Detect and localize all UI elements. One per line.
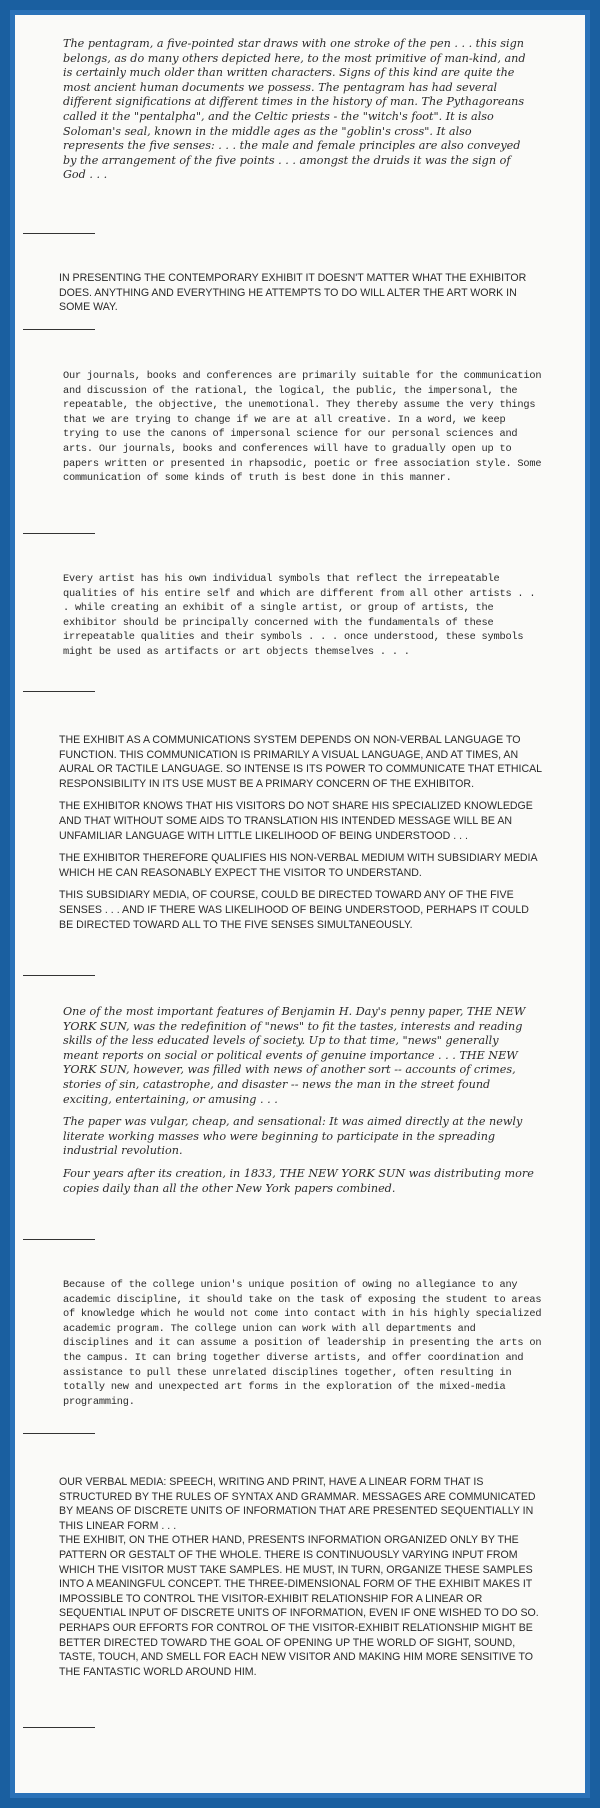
- section-divider: [23, 533, 95, 534]
- section-divider: [23, 329, 95, 330]
- new-york-sun-passage: [15, 1005, 585, 1196]
- paragraph: THE EXHIBIT, ON THE OTHER HAND, PRESENTS INFORMATION ORGANIZED ONLY BY THE PATTERN OR GESTALT OF THE WHOLE. THERE IS CONTINUOUSLY VARYING INPUT FROM WHICH THE VISITOR MUST TAKE SAMPLES. HE MUST, IN TURN, ORGANIZE THESE SAMPLES INTO A MEANINGFUL CONCEPT. THE THREE-DIMENSIONAL FORM OF THE EXHIBIT MAKES IT IMPOSSIBLE TO CONTROL THE VISITOR-EXHIBIT RELATIONSHIP FOR A LINEAR OR SEQUENTIAL INPUT OF DISCRETE UNITS OF INFORMATION, EVEN IF ONE WISHED TO DO SO.: [59, 1534, 539, 1620]
- section-divider: [23, 1239, 95, 1240]
- section-divider: [23, 1433, 95, 1434]
- paragraph: THE EXHIBIT AS A COMMUNICATIONS SYSTEM DEPENDS ON NON-VERBAL LANGUAGE TO FUNCTION. THIS COMMUNICATION IS PRIMARILY A VISUAL LANGUAGE, AND AT TIMES, AN AURAL OR TACTILE LANGUAGE. SO INTENSE IS ITS POWER TO COMMUNICATE THAT ETHICAL RESPONSIBILITY IN ITS USE MUST BE A PRIMARY CONCERN OF THE EXHIBITOR.: [59, 734, 542, 790]
- paragraph: The paper was vulgar, cheap, and sensational: It was aimed directly at the newly literate working masses who were beginning to participate in the spreading industrial revolution.: [63, 1115, 523, 1158]
- paragraph: THE EXHIBITOR THEREFORE QUALIFIES HIS NON-VERBAL MEDIUM WITH SUBSIDIARY MEDIA WHICH HE CAN REASONABLY EXPECT THE VISITOR TO UNDERSTAND.: [59, 852, 537, 879]
- paragraph: OUR VERBAL MEDIA: SPEECH, WRITING AND PRINT, HAVE A LINEAR FORM THAT IS STRUCTURED BY THE RULES OF SYNTAX AND GRAMMAR. MESSAGES ARE COMMUNICATED BY MEANS OF DISCRETE UNITS OF INFORMATION THAT ARE PRESENTED SEQUENTIALLY IN THIS LINEAR FORM . . .: [59, 1476, 536, 1532]
- paragraph: Our journals, books and conferences are primarily suitable for the communication and discussion of the rational, the logical, the public, the impersonal, the repeatable, the objective, the unemotional. They thereby assume the very things that we are trying to change if we are at all creative. In a word, we keep trying to use the canons of impersonal science for our personal sciences and arts. Our journals, books and conferences will have to gradually open up to papers written or presented in rhapsodic, poetic or free association style. Some communication of some kinds of truth is best done in this manner.: [63, 370, 542, 485]
- verbal-media-passage: [15, 1475, 585, 1679]
- exhibitor-statement: [15, 271, 585, 315]
- section-divider: [23, 691, 95, 692]
- paragraph: IN PRESENTING THE CONTEMPORARY EXHIBIT IT DOESN'T MATTER WHAT THE EXHIBITOR DOES. ANYTHING AND EVERYTHING HE ATTEMPTS TO DO WILL ALTER THE ART WORK IN SOME WAY.: [59, 272, 527, 314]
- paragraph: The pentagram, a five-pointed star draws with one stroke of the pen . . . this sign belongs, as do many others depicted here, to the most primitive of man-kind, and is certainly much older than written characters. Signs of this kind are quite the most ancient human documents we possess. The pentagram has had several different significations at different times in the history of man. The Pythagoreans called it the "pentalpha", and the Celtic priests - the "witch's foot". It is also Soloman's seal, known in the middle ages as the "goblin's cross". It also represents the five senses: . . . the male and female principles are also conveyed by the arrangement of the five points . . . amongst the druids it was the sign of God . . .: [63, 37, 526, 182]
- communications-system-passage: [15, 733, 585, 932]
- paragraph: Every artist has his own individual symbols that reflect the irrepeatable qualities of his entire self and which are different from all other artists . . . while creating an exhibit of a single artist, or group of artists, the exhibitor should be principally concerned with the fundamentals of these irrepeatable qualities and their symbols . . . once understood, these symbols might be used as artifacts or art objects themselves . . .: [63, 573, 536, 658]
- college-union-passage: [15, 1278, 585, 1409]
- paragraph: One of the most important features of Benjamin H. Day's penny paper, THE NEW YORK SUN, was the redefinition of "news" to fit the tastes, interests and reading skills of the less educated levels of society. Up to that time, "news" generally meant reports on social or political events of genuine importance . . . THE NEW YORK SUN, however, was filled with news of another sort -- accounts of crimes, stories of sin, catastrophe, and disaster -- news the man in the street found exciting, entertaining, or amusing . . .: [63, 1005, 526, 1106]
- section-divider: [23, 233, 95, 234]
- paragraph: Because of the college union's unique position of owing no allegiance to any academic discipline, it should take on the task of exposing the student to areas of knowledge which he would not come into contact with in his highly specialized academic program. The college union can work with all departments and disciplines and it can assume a position of leadership in presenting the arts on the campus. It can bring together diverse artists, and offer coordination and assistance to pull these unrelated disciplines together, often resulting in totally new and unexpected art forms in the exploration of the mixed-media programming.: [63, 1279, 542, 1408]
- paragraph: THIS SUBSIDIARY MEDIA, OF COURSE, COULD BE DIRECTED TOWARD ANY OF THE FIVE SENSES . . . AND IF THERE WAS LIKELIHOOD OF BEING UNDERSTOOD, PERHAPS IT COULD BE DIRECTED TOWARD ALL TO THE FIVE SENSES SIMULTANEOUSLY.: [59, 889, 529, 931]
- journals-passage: [15, 369, 585, 486]
- pentagram-quote: [15, 37, 585, 183]
- artist-symbols-passage: [15, 572, 585, 660]
- section-divider: [23, 1727, 95, 1728]
- paragraph: PERHAPS OUR EFFORTS FOR CONTROL OF THE VISITOR-EXHIBIT RELATIONSHIP MIGHT BE BETTER DIRECTED TOWARD THE GOAL OF OPENING UP THE WORLD OF SIGHT, SOUND, TASTE, TOUCH, AND SMELL FOR EACH NEW VISITOR AND MAKING HIM MORE SENSITIVE TO THE FANTASTIC WORLD AROUND HIM.: [59, 1621, 534, 1678]
- document-page: [15, 15, 585, 1793]
- paragraph: Four years after its creation, in 1833, THE NEW YORK SUN was distributing more copies daily than all the other New York papers combined.: [63, 1166, 534, 1195]
- section-divider: [23, 975, 95, 976]
- paragraph: THE EXHIBITOR KNOWS THAT HIS VISITORS DO NOT SHARE HIS SPECIALIZED KNOWLEDGE AND THAT WITHOUT SOME AIDS TO TRANSLATION HIS INTENDED MESSAGE WILL BE AN UNFAMILIAR LANGUAGE WITH LITTLE LIKELIHOOD OF BEING UNDERSTOOD . . .: [59, 800, 533, 842]
